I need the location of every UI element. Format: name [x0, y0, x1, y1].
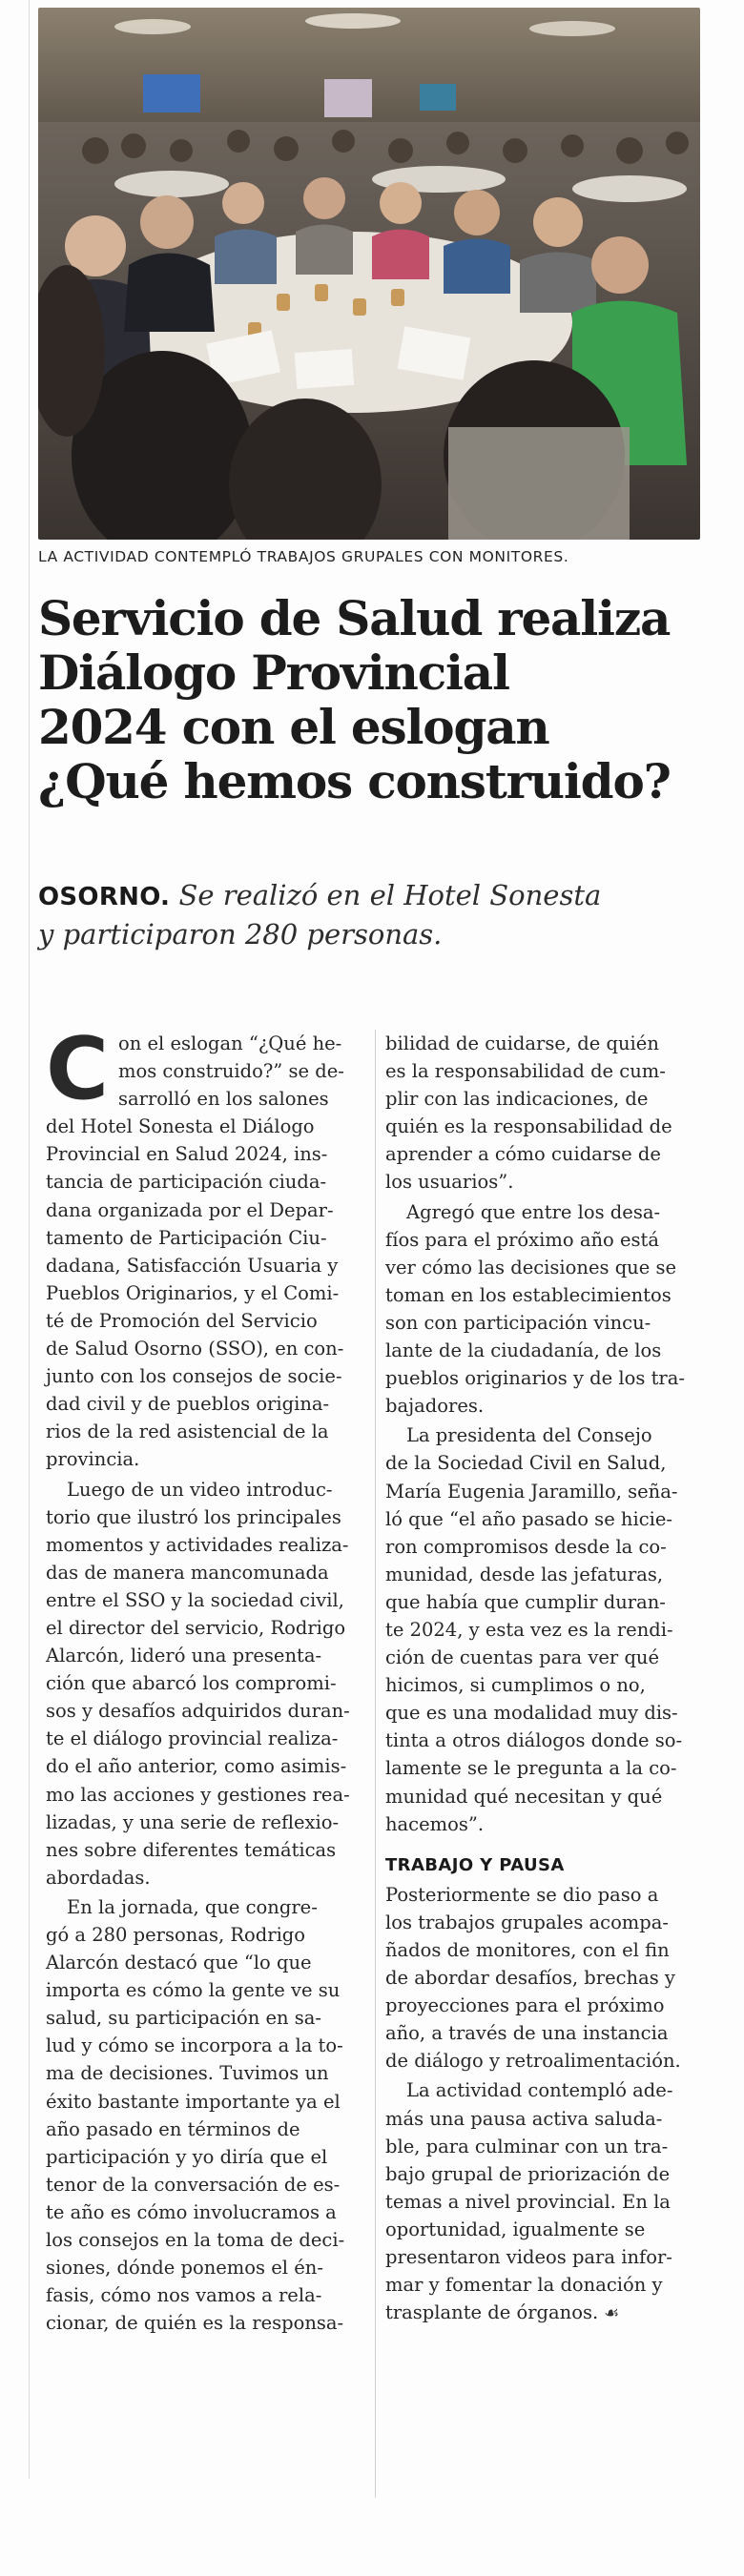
text-line: dad civil y de pueblos origina-: [46, 1393, 330, 1416]
text-line: ción de cuentas para ver qué: [385, 1646, 660, 1669]
headline-line-4: ¿Qué hemos construido?: [38, 753, 671, 809]
text-line: Provincial en Salud 2024, ins-: [46, 1143, 328, 1166]
text-line: gó a 280 personas, Rodrigo: [46, 1924, 306, 1946]
text-line: ló que “el año pasado se hicie-: [385, 1507, 673, 1530]
text-line: momentos y actividades realiza-: [46, 1533, 349, 1556]
paragraph-4: [385, 1030, 700, 1196]
text-line: que había que cumplir duran-: [385, 1590, 666, 1613]
text-line: toman en los establecimientos: [385, 1283, 672, 1306]
text-line: rios de la red asistencial de la: [46, 1421, 329, 1443]
headline: [38, 591, 706, 808]
text-line: de la Sociedad Civil en Salud,: [385, 1452, 667, 1475]
text-line: importa es cómo la gente ve su: [46, 1979, 341, 2002]
text-line: siones, dónde ponemos el én-: [46, 2257, 323, 2280]
page-left-rule: [29, 0, 30, 2479]
text-line: entre el SSO y la sociedad civil,: [46, 1588, 344, 1611]
text-line: te 2024, y esta vez es la rendi-: [385, 1618, 673, 1641]
text-line: ción que abarcó los compromi-: [46, 1672, 337, 1695]
text-line: es la responsabilidad de cum-: [385, 1060, 666, 1083]
text-line: bilidad de cuidarse, de quién: [385, 1032, 659, 1054]
drop-cap: C: [46, 1019, 110, 1119]
text-line: té de Promoción del Servicio: [46, 1309, 318, 1332]
text-line: mo las acciones y gestiones rea-: [46, 1783, 350, 1806]
text-line: plir con las indicaciones, de: [385, 1088, 649, 1111]
deck-line-2: y participaron 280 personas.: [38, 918, 443, 951]
text-line: participación y yo diría que el: [46, 2145, 328, 2168]
headline-line-2: Diálogo Provincial: [38, 644, 509, 701]
paragraph-5: [385, 1198, 700, 1421]
text-line: ver cómo las decisiones que se: [385, 1256, 677, 1278]
section-title: TRABAJO Y PAUSA: [385, 1854, 565, 1875]
text-line: La actividad contempló ade-: [406, 2079, 673, 2102]
text-line: ñados de monitores, con el fin: [385, 1939, 670, 1961]
text-line: quién es la responsabilidad de: [385, 1115, 672, 1138]
text-line: Posteriormente se dio paso a: [385, 1883, 659, 1906]
text-line: Luego de un video introduc-: [67, 1478, 333, 1501]
text-line: mar y fomentar la donación y: [385, 2274, 663, 2297]
article-photo: [38, 8, 700, 540]
text-line: fíos para el próximo año está: [385, 1228, 659, 1251]
text-line: los trabajos grupales acompa-: [385, 1911, 669, 1933]
text-line: aprender a cómo cuidarse de: [385, 1143, 661, 1166]
text-line: bajadores.: [385, 1395, 485, 1418]
text-line: son con participación vincu-: [385, 1311, 651, 1334]
text-line: los consejos en la toma de deci-: [46, 2229, 345, 2252]
text-line: munidad qué necesitan y qué: [385, 1785, 663, 1808]
text-line: dadana, Satisfacción Usuaria y: [46, 1254, 339, 1277]
text-line: ble, para culminar con un tra-: [385, 2135, 669, 2157]
paragraph-8: [385, 2076, 700, 2327]
text-line: más una pausa activa saluda-: [385, 2107, 663, 2130]
text-line: das de manera mancomunada: [46, 1561, 329, 1584]
text-line: lante de la ciudadanía, de los: [385, 1339, 662, 1362]
text-line: temas a nivel provincial. En la: [385, 2190, 671, 2213]
text-line: de abordar desafíos, brechas y: [385, 1967, 675, 1990]
body-column-2: [385, 1030, 700, 2327]
subhead: [38, 877, 706, 953]
text-line: Alarcón destacó que “lo que: [46, 1952, 312, 1974]
text-line: te año es cómo involucramos a: [46, 2200, 337, 2223]
text-line: de diálogo y retroalimentación.: [385, 2050, 681, 2073]
text-line: ma de decisiones. Tuvimos un: [46, 2062, 329, 2085]
text-line: hicimos, si cumplimos o no,: [385, 1674, 646, 1697]
text-line: los usuarios”.: [385, 1171, 514, 1194]
text-line: Pueblos Originarios, y el Comi-: [46, 1281, 340, 1304]
body-column-1: [46, 1019, 361, 2337]
dateline-kicker: OSORNO.: [38, 883, 171, 911]
text-line: La presidenta del Consejo: [406, 1424, 652, 1447]
text-line: nes sobre diferentes temáticas: [46, 1838, 337, 1861]
paragraph-7: [385, 1881, 700, 2075]
text-line: tancia de participación ciuda-: [46, 1171, 327, 1194]
last-line: [385, 2299, 700, 2327]
text-line: tamento de Participación Ciu-: [46, 1226, 327, 1249]
text-line: el director del servicio, Rodrigo: [46, 1616, 346, 1639]
end-of-article-icon: ☙: [604, 2303, 620, 2324]
text-line: salud, su participación en sa-: [46, 2007, 322, 2030]
text-line: te el diálogo provincial realiza-: [46, 1728, 339, 1750]
text-line: do el año anterior, como asimis-: [46, 1755, 347, 1778]
text-line: torio que ilustró los principales: [46, 1505, 341, 1528]
text-line: cionar, de quién es la responsa-: [46, 2312, 344, 2335]
headline-line-1: Servicio de Salud realiza: [38, 590, 671, 646]
text-line: tenor de la conversación de es-: [46, 2173, 341, 2196]
text-line: tinta a otros diálogos donde so-: [385, 1729, 683, 1752]
paragraph-1: [46, 1019, 361, 1474]
text-line: María Eugenia Jaramillo, seña-: [385, 1480, 678, 1503]
text-line: abordadas.: [46, 1866, 151, 1889]
text-line: ron compromisos desde la co-: [385, 1535, 667, 1558]
text-line: Agregó que entre los desa-: [406, 1200, 661, 1223]
text-line: año pasado en términos de: [46, 2117, 300, 2140]
text-line: del Hotel Sonesta el Diálogo: [46, 1115, 315, 1138]
text-line: sos y desafíos adquiridos duran-: [46, 1700, 350, 1723]
text-line: En la jornada, que congre-: [67, 1895, 318, 1918]
paragraph-6: [385, 1421, 700, 1837]
column-divider: [375, 1030, 376, 2498]
text-line: lamente se le pregunta a la co-: [385, 1757, 677, 1780]
text-line: que es una modalidad muy dis-: [385, 1702, 678, 1725]
text-line: lizadas, y una serie de reflexio-: [46, 1810, 340, 1833]
text-line: trasplante de órganos.: [385, 2301, 599, 2324]
text-line: oportunidad, igualmente se: [385, 2218, 646, 2240]
text-line: año, a través de una instancia: [385, 2022, 669, 2045]
text-line: munidad, desde las jefaturas,: [385, 1563, 664, 1585]
deck-line-1: Se realizó en el Hotel Sonesta: [178, 879, 602, 911]
text-line: dana organizada por el Depar-: [46, 1198, 334, 1221]
text-line: hacemos”.: [385, 1812, 485, 1835]
text-line: provincia.: [46, 1448, 140, 1471]
headline-line-3: 2024 con el eslogan: [38, 699, 549, 755]
text-line: on el eslogan “¿Qué he-: [118, 1032, 342, 1054]
text-line: junto con los consejos de socie-: [46, 1365, 342, 1388]
text-line: bajo grupal de priorización de: [385, 2162, 671, 2185]
text-line: Alarcón, lideró una presenta-: [46, 1645, 322, 1667]
subhead-line-1: [38, 877, 706, 916]
conference-photo-illustration: [38, 8, 700, 540]
paragraph-3: [46, 1893, 361, 2338]
photo-caption: LA ACTIVIDAD CONTEMPLÓ TRABAJOS GRUPALES CON MONITORES.: [38, 548, 569, 565]
text-line: mos construido?” se de-: [118, 1060, 344, 1083]
text-line: pueblos originarios y de los tra-: [385, 1367, 685, 1390]
text-line: lud y cómo se incorpora a la to-: [46, 2034, 343, 2057]
text-line: fasis, cómo nos vamos a rela-: [46, 2284, 322, 2307]
text-line: de Salud Osorno (SSO), en con-: [46, 1338, 344, 1360]
text-line: presentaron videos para infor-: [385, 2246, 672, 2269]
text-line: sarrolló en los salones: [118, 1088, 329, 1111]
paragraph-2: [46, 1476, 361, 1891]
text-line: éxito bastante importante ya el: [46, 2090, 341, 2113]
text-line: proyecciones para el próximo: [385, 1994, 665, 2017]
